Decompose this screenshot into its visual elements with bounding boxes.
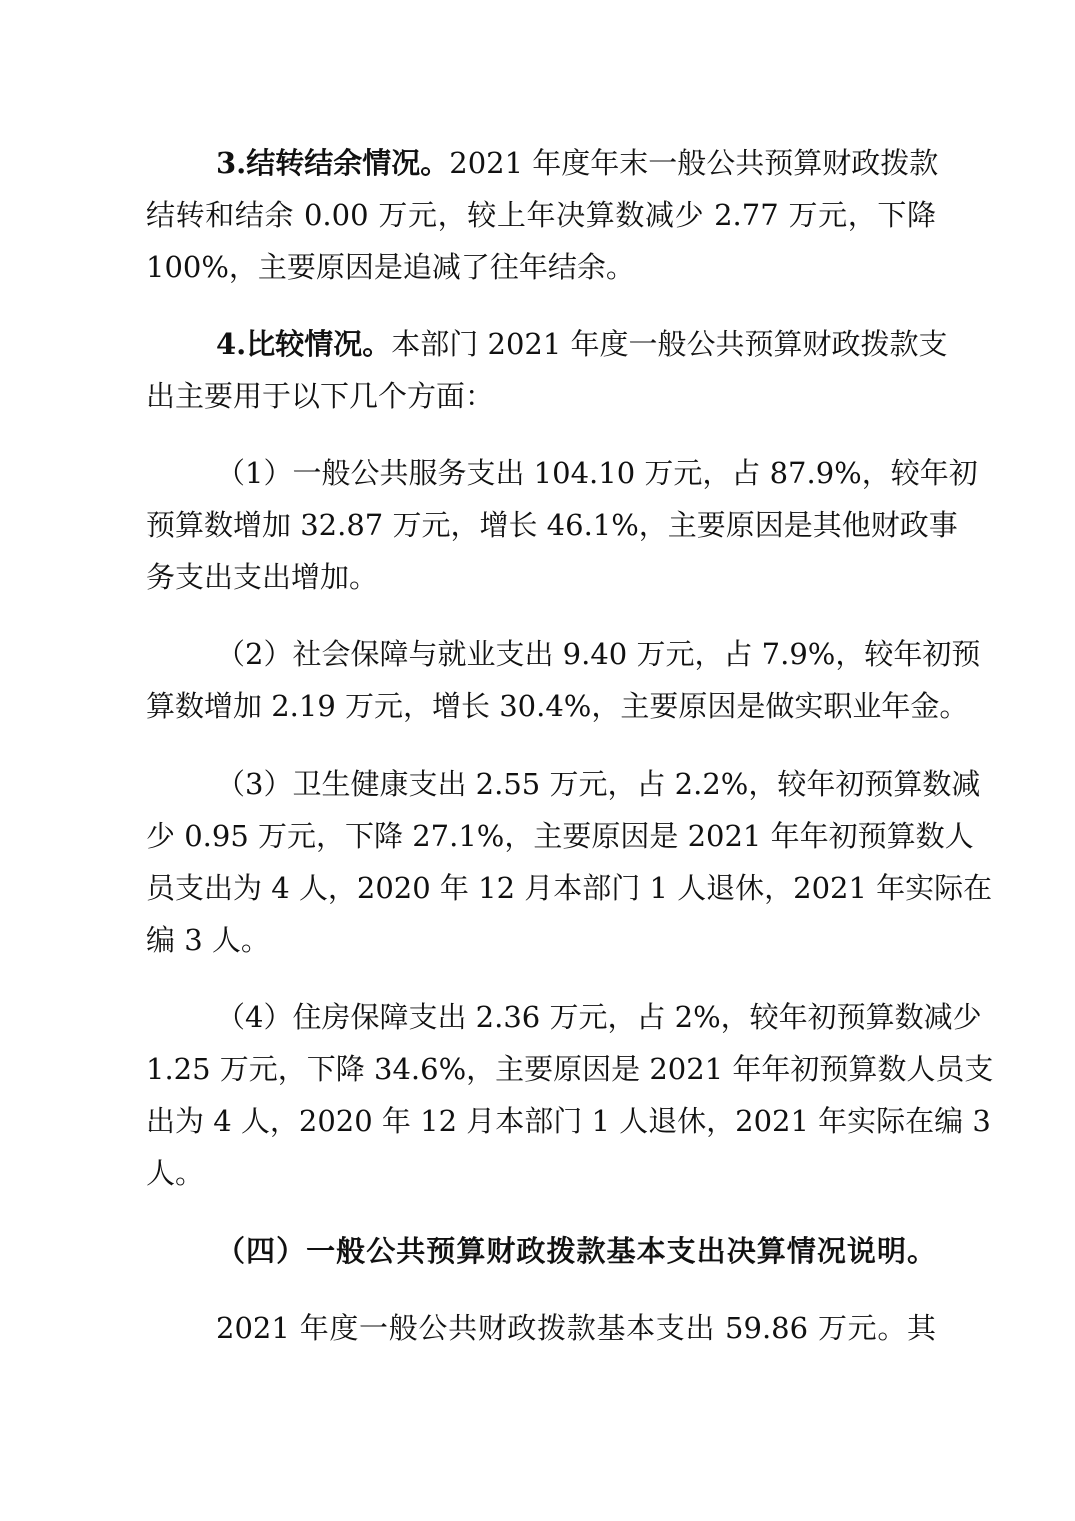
item3-line2: 少 0.95 万元，下降 27.1%，主要原因是 2021 年年初预算数人 — [146, 819, 974, 853]
section-four-line1: 2021 年度一般公共财政拨款基本支出 59.86 万元。其 — [216, 1311, 936, 1345]
item1-line3: 务支出支出增加。 — [146, 560, 379, 594]
item2-line2: 算数增加 2.19 万元，增长 30.4%，主要原因是做实职业年金。 — [146, 689, 969, 723]
section4-line1-text: 本部门 2021 年度一般公共预算财政拨款支 — [391, 327, 948, 361]
item3-line3: 员支出为 4 人，2020 年 12 月本部门 1 人退休，2021 年实际在 — [146, 871, 993, 905]
section4-line2: 出主要用于以下几个方面： — [146, 379, 495, 413]
item4-line4: 人。 — [146, 1156, 205, 1190]
section3-line1 — [216, 143, 939, 183]
section3-line3: 100%，主要原因是追减了往年结余。 — [146, 250, 635, 284]
section4-label: 4.比较情况。 — [216, 327, 392, 361]
section-four-heading: （四）一般公共预算财政拨款基本支出决算情况说明。 — [216, 1234, 936, 1268]
item1-line2: 预算数增加 32.87 万元，增长 46.1%，主要原因是其他财政事 — [146, 508, 958, 542]
item3-line1: （3）卫生健康支出 2.55 万元，占 2.2%，较年初预算数减 — [216, 767, 981, 801]
section3-line2: 结转和结余 0.00 万元，较上年决算数减少 2.77 万元，下降 — [146, 198, 936, 232]
item4-line2: 1.25 万元，下降 34.6%，主要原因是 2021 年年初预算数人员支 — [146, 1052, 994, 1086]
item3-line4: 编 3 人。 — [146, 923, 270, 957]
item4-line3: 出为 4 人，2020 年 12 月本部门 1 人退休，2021 年实际在编 3 — [146, 1104, 991, 1138]
section3-label: 3.结转结余情况。 — [216, 146, 450, 180]
section3-line1-text: 2021 年度年末一般公共预算财政拨款 — [449, 146, 939, 180]
item2-line1: （2）社会保障与就业支出 9.40 万元，占 7.9%，较年初预 — [216, 637, 981, 671]
item4-line1: （4）住房保障支出 2.36 万元，占 2%，较年初预算数减少 — [216, 1000, 982, 1034]
item1-line1: （1）一般公共服务支出 104.10 万元，占 87.9%，较年初 — [216, 456, 978, 490]
section4-line1 — [216, 324, 948, 364]
